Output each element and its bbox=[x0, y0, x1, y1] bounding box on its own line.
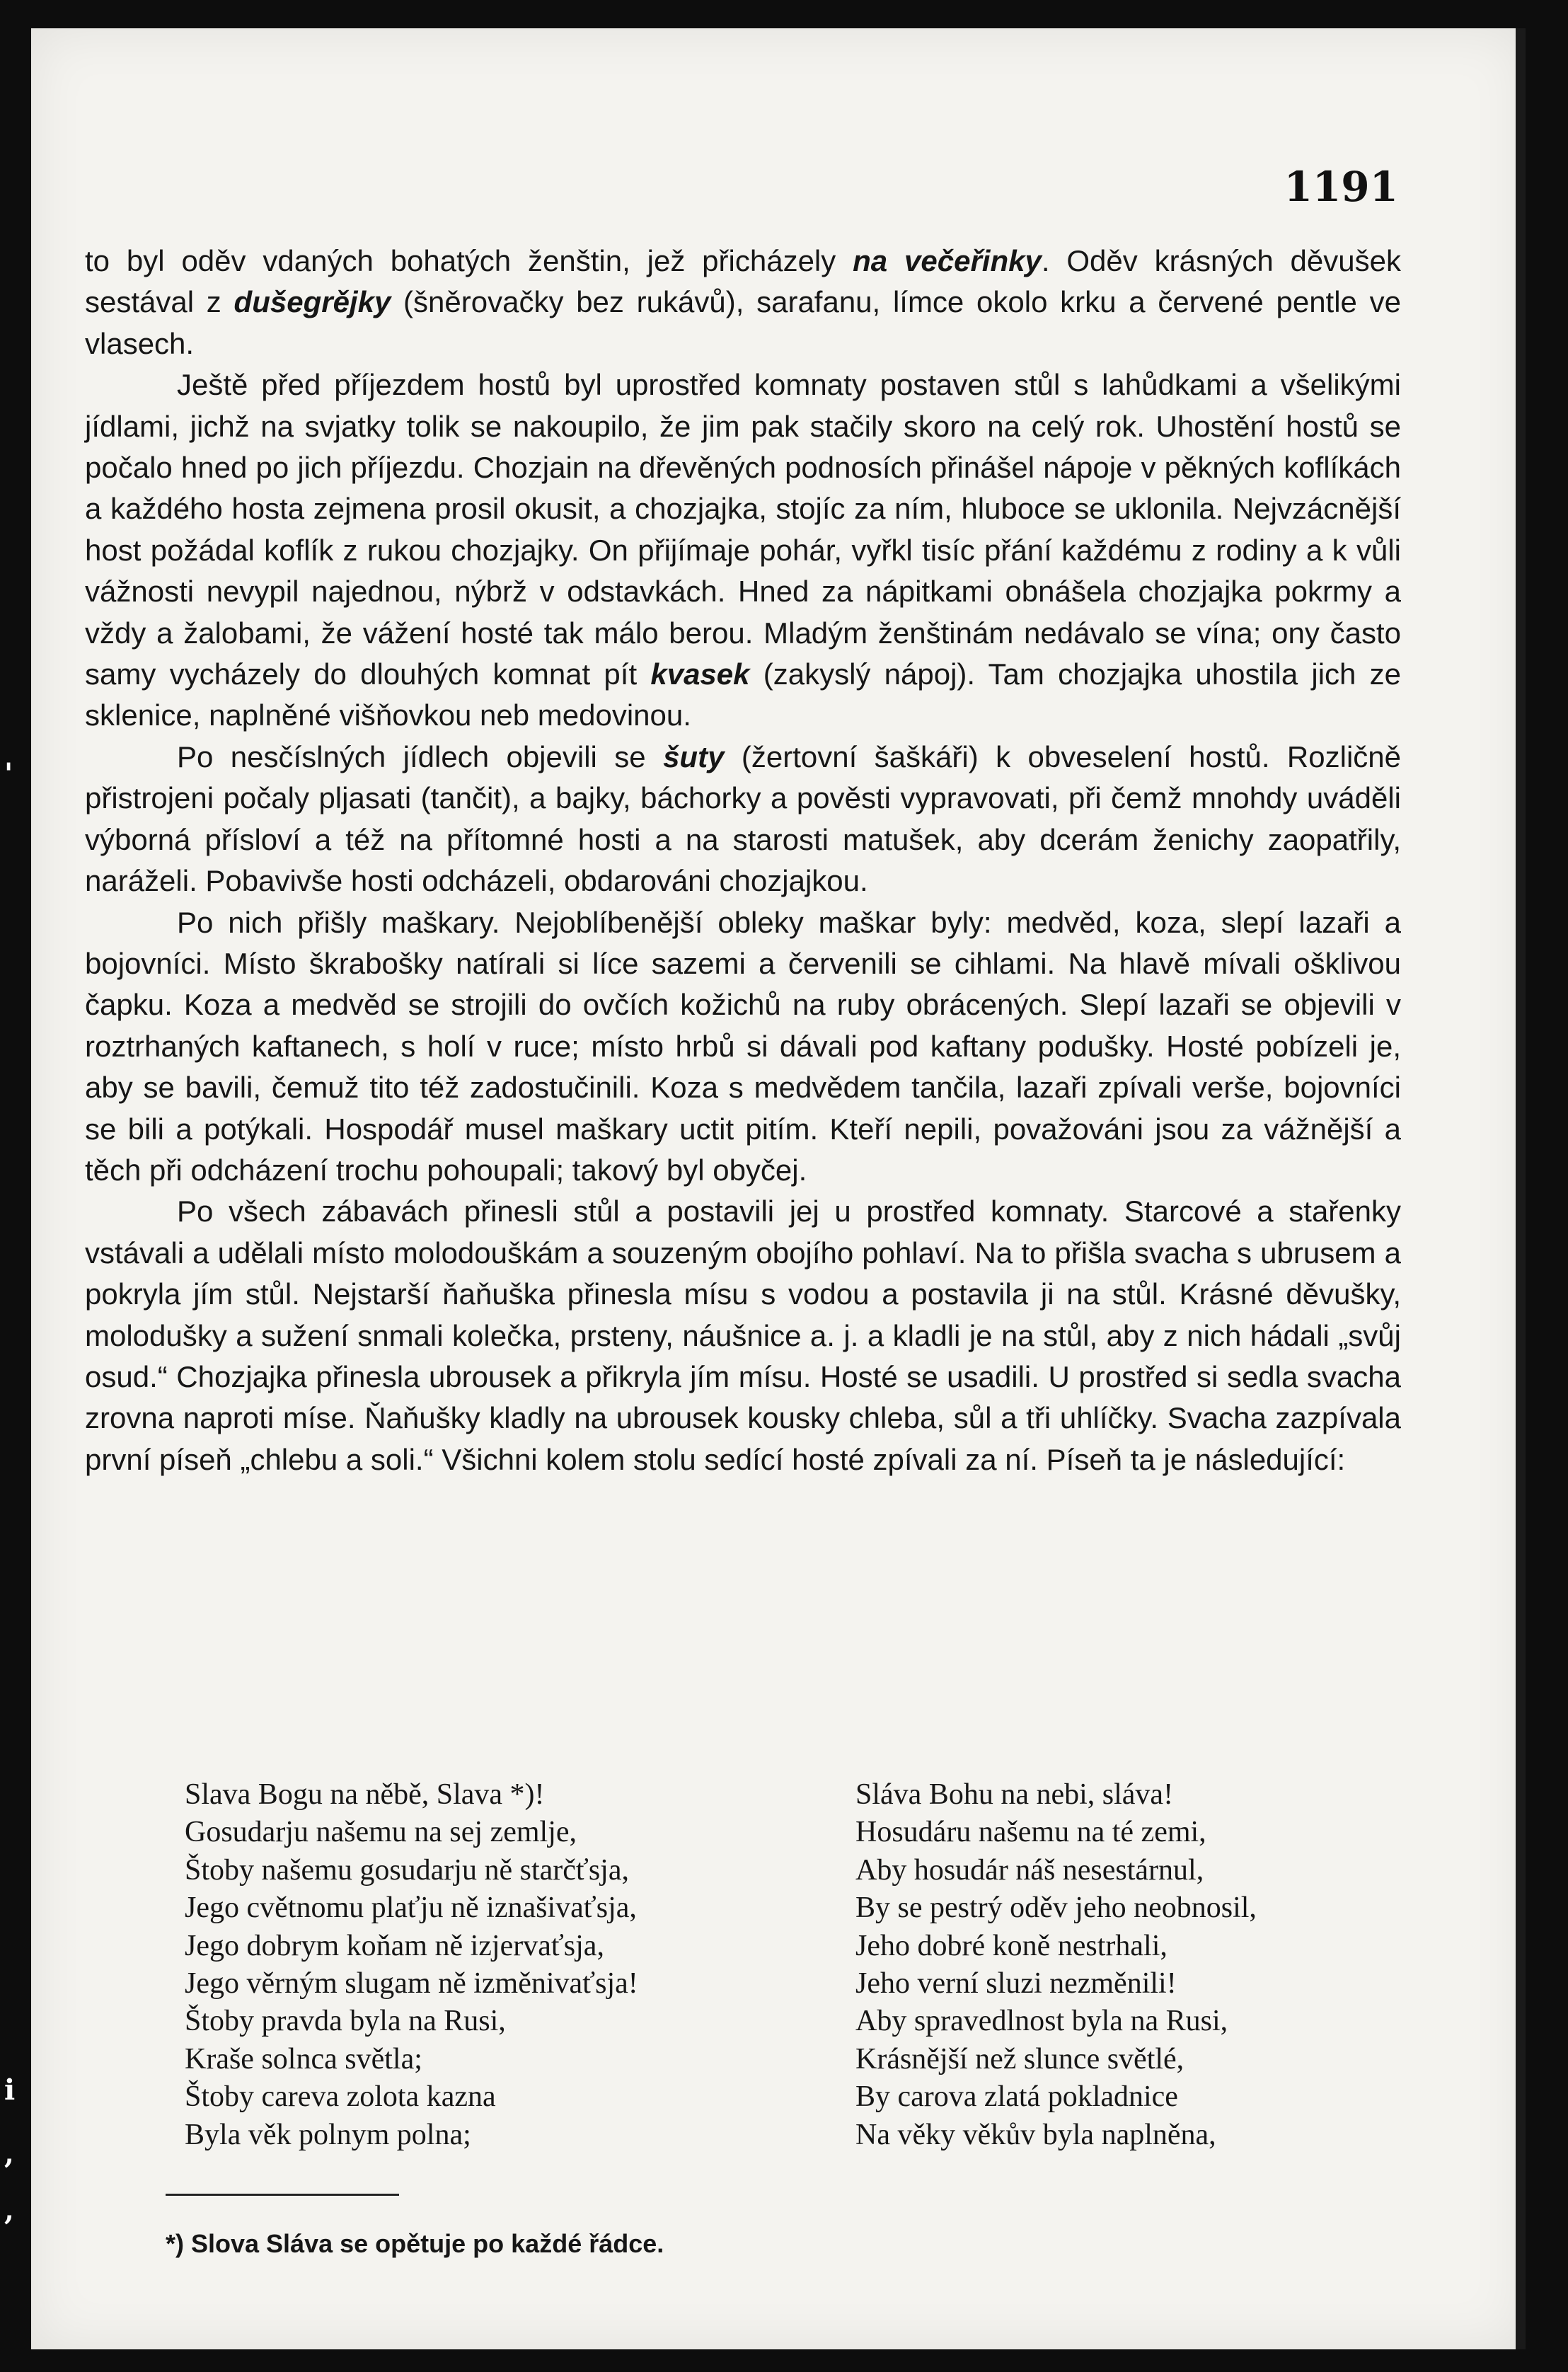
paragraph-text: Po všech zábavách přinesli stůl a postavili jej u prostřed komnaty. Starcové a stařenky vstávali a udělali místo molodouškám a souzeným obojího pohlaví. Na to přišla svacha s ubrusem a pokryla jím stůl. Nejstarší ňaňuška přinesla mísu s vodou a postavila ji na stůl. Krásné děvušky, molodušky a sužení snmali kolečka, prsteny, náušnice a. j. a kladli je na stůl, aby z nich hádali „svůj osud.“ Chozjajka přinesla ubrousek a přikryla jím mísu. Hosté se usadili. U prostřed si sedla svacha zrovna naproti míse. Ňaňušky kladly na ubrousek kousky chleba, sůl a tři uhlíčky. Svacha zazpívala první píseň „chlebu a soli.“ Všichni kolem stolu sedící hosté zpívali za ní. Píseň ta je následující: bbox=[85, 1194, 1401, 1476]
book-page bbox=[31, 28, 1526, 2349]
margin-mark: i bbox=[4, 2073, 16, 2107]
poem-original-column bbox=[185, 1776, 822, 2154]
margin-mark: ' bbox=[4, 757, 13, 790]
paragraph bbox=[85, 241, 1401, 364]
body-text bbox=[85, 241, 1401, 1480]
paragraph-text: (šněrovačky bez rukávů), sarafanu, límce okolo krku a červené pentle ve vlasech. bbox=[85, 285, 1401, 360]
poem-line: Štoby careva zolota kazna bbox=[185, 2080, 496, 2114]
paragraph-text: Po nesčíslných jídlech objevili se bbox=[177, 739, 664, 773]
poem-line: Štoby našemu gosudarju ně starčťsja, bbox=[185, 1853, 629, 1887]
footnote-rule bbox=[166, 2194, 399, 2196]
poem-line: Hosudáru našemu na té zemi, bbox=[855, 1816, 1206, 1849]
margin-mark: , bbox=[4, 2137, 14, 2170]
emphasized-term: kvasek bbox=[650, 657, 750, 691]
emphasized-term: šuty bbox=[663, 739, 725, 773]
margin-mark: , bbox=[4, 2194, 14, 2227]
poem-line: Štoby pravda byla na Rusi, bbox=[185, 2005, 506, 2038]
poem-line: By se pestrý oděv jeho neobnosil, bbox=[855, 1892, 1257, 1925]
poem-translation-column bbox=[855, 1776, 1492, 2154]
page-number: 1191 bbox=[1284, 163, 1398, 211]
paragraph-text: . Oděv krásných děvušek sestával z bbox=[85, 244, 1401, 319]
paragraph bbox=[85, 902, 1401, 1192]
poem-line: Slava Bogu na něbě, Slava *)! bbox=[185, 1778, 545, 1811]
paragraph bbox=[85, 737, 1401, 902]
paragraph-text: (žertovní šaškáři) k obveselení hostů. Rozličně přistrojeni počaly pljasati (tančit), a bajky, báchorky a pověsti vypravovati, při čemž mnohdy uváděli výborná přísloví a též na přítomné hosti a na starosti matušek, aby dcerám ženichy zaopatřily, naráželi. Pobavivše hosti odcházeli, obdarováni chozjajkou. bbox=[85, 739, 1401, 898]
poem-line: Aby hosudár náš nesestárnul, bbox=[855, 1853, 1204, 1887]
poem-line: Jego cvětnomu plaťju ně iznašivaťsja, bbox=[185, 1892, 637, 1925]
footnote: *) Slova Sláva se opětuje po každé řádce. bbox=[166, 2229, 664, 2258]
paragraph bbox=[85, 364, 1401, 737]
paragraph-text: (zakyslý nápoj). Tam chozjajka uhostila jich ze sklenice, naplněné višňovkou neb medovinou. bbox=[85, 657, 1401, 732]
poem-line: Jeho dobré koně nestrhali, bbox=[855, 1929, 1168, 1962]
poem-line: Aby spravedlnost byla na Rusi, bbox=[855, 2005, 1228, 2038]
poem-line: Kraše solnca světla; bbox=[185, 2042, 422, 2076]
emphasized-term: dušegrějky bbox=[234, 285, 391, 319]
poem-line: Na věky věkův byla naplněna, bbox=[855, 2118, 1216, 2151]
poem-line: Jeho verní sluzi nezměnili! bbox=[855, 1967, 1177, 2000]
poem-line: Jego věrným slugam ně izměnivaťsja! bbox=[185, 1967, 638, 2000]
paragraph-text: Ještě před příjezdem hostů byl uprostřed komnaty postaven stůl s lahůdkami a všelikými jídlami, jichž na svjatky tolik se nakoupilo, že jim pak stačily skoro na celý rok. Uhostění hostů se počalo hned po jich příjezdu. Chozjain na dřevěných podnosích přinášel nápoje v pěkných koflíkách a každého hosta zejmena prosil okusit, a chozjajka, stojíc za ním, hluboce se uklonila. Nejvzácnější host požádal koflík z rukou chozjajky. On přijímaje pohár, vyřkl tisíc přání každému z rodiny a k vůli vážnosti nevypil najednou, nýbrž v odstavkách. Hned za nápitkami obnášela chozjajka pokrmy a vždy a žalobami, že vážení hosté tak málo berou. Mladým ženštinám nedávalo se vína; ony často samy vycházely do dlouhých komnat pít bbox=[85, 368, 1401, 691]
poem-line: Jego dobrym koňam ně izjervaťsja, bbox=[185, 1929, 604, 1962]
paragraph-text: to byl oděv vdaných bohatých ženštin, jež přicházely bbox=[85, 244, 853, 277]
poem-line: By carova zlatá pokladnice bbox=[855, 2080, 1178, 2114]
paragraph-text: Po nich přišly maškary. Nejoblíbenější obleky maškar byly: medvěd, koza, slepí lazaři a bojovníci. Místo škrabošky natírali si líce sazemi a červenili se cihlami. Na hlavě mívali ošklivou čapku. Koza a medvěd se strojili do ovčích kožichů na ruby obrácených. Slepí lazaři se objevili v roztrhaných kaftanech, s holí v ruce; místo hrbů si dávali pod kaftany podušky. Hosté pobízeli je, aby se bavili, čemuž tito též zadostučinili. Koza s medvědem tančila, lazaři zpívali verše, bojovníci se bili a potýkali. Hospodář musel maškary uctit pitím. Kteří nepili, považováni jsou za vážnější a těch při odcházení trochu pohoupali; takový byl obyčej. bbox=[85, 905, 1401, 1187]
emphasized-term: na večeřinky bbox=[853, 244, 1042, 277]
poem-line: Krásnější než slunce světlé, bbox=[855, 2042, 1184, 2076]
page-edge-shadow bbox=[1516, 28, 1526, 2349]
paragraph bbox=[85, 1191, 1401, 1480]
poem-line: Byla věk polnym polna; bbox=[185, 2118, 471, 2151]
poem-line: Sláva Bohu na nebi, sláva! bbox=[855, 1778, 1174, 1811]
poem-line: Gosudarju našemu na sej zemlje, bbox=[185, 1816, 577, 1849]
